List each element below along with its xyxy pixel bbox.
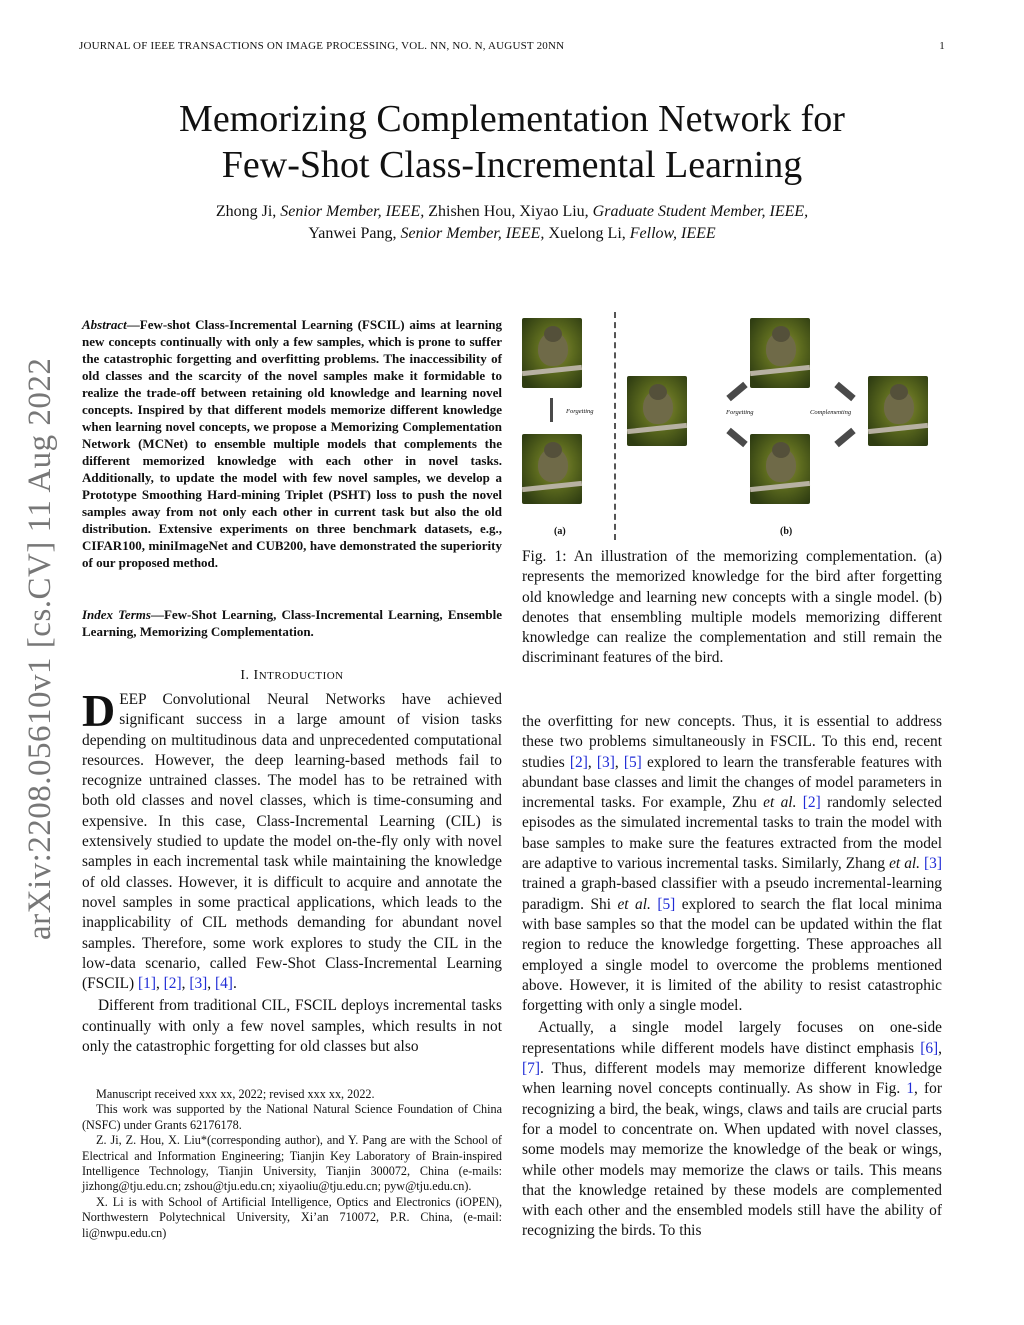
citation-link[interactable]: [5] xyxy=(623,753,642,771)
forgetting-label-b: Forgetting xyxy=(726,409,754,416)
author-line-1 xyxy=(0,201,1024,223)
journal-name: JOURNAL OF IEEE TRANSACTIONS ON IMAGE PROCESSING, VOL. NN, NO. N, AUGUST 20NN xyxy=(79,40,565,52)
author-line-2 xyxy=(0,223,1024,245)
citation-link[interactable]: [5] xyxy=(657,895,676,913)
figure-divider xyxy=(614,312,616,540)
page-number: 1 xyxy=(939,40,945,52)
right-paragraph-1: the overfitting for new concepts. Thus, it is essential to address these two problems simultaneously in FSCIL. To this end, recent studies [2], [3], [5] explored to learn the transferable features with abundant base classes and limit the changes of model parameters in incremental tasks. For example, Zhu et al. [2] randomly selected episodes as the simulated incremental tasks to train the model with base samples to make sure the features extracted from the model are adaptive to various incremental tasks. Similarly, Zhang et al. [3] trained a graph-based classifier with a pseudo incremental-learning paradigm. Shi et al. [5] explored to search the flat local minima with base samples so that the model can be updated within the flat region to reduce the knowledge forgetting. These approaches all employed a single model to overcome the problems mentioned above. However, it is limited of the ability to resist catastrophic forgetting with only a single model. xyxy=(522,713,942,1015)
arrow-icon xyxy=(834,428,855,448)
abstract xyxy=(82,316,502,571)
citation-link[interactable]: [3] xyxy=(596,753,615,771)
right-column-body xyxy=(522,712,942,1242)
intro-para1-citations xyxy=(138,975,237,992)
arxiv-stamp: arXiv:2208.05610v1 [cs.CV] 11 Aug 2022 xyxy=(22,357,58,940)
author-name: Zhishen Hou, Xiyao Liu, xyxy=(424,203,593,220)
footnote: This work was supported by the National Natural Science Foundation of China (NSFC) under Grants 62176178. xyxy=(82,1102,502,1132)
citation-link[interactable]: [3] xyxy=(189,975,208,993)
arrow-icon xyxy=(726,382,747,402)
author-membership: Graduate Student Member, IEEE, xyxy=(592,203,809,220)
section-number: I. xyxy=(240,668,250,683)
index-terms xyxy=(82,606,502,640)
citation-link[interactable]: [6] xyxy=(920,1039,939,1057)
footnotes xyxy=(82,1087,502,1241)
figure-reference-link[interactable]: 1 xyxy=(906,1080,915,1098)
citation-link[interactable]: [2] xyxy=(802,794,821,812)
author-list xyxy=(0,201,1024,245)
intro-paragraph-1 xyxy=(82,685,502,994)
introduction-body xyxy=(82,685,502,1057)
footnote: Manuscript received xxx xx, 2022; revised xxx xx, 2022. xyxy=(96,1087,375,1101)
figure-label-b: (b) xyxy=(780,526,793,537)
footnote: X. Li is with School of Artificial Intelligence, Optics and Electronics (iOPEN), Northwestern Polytechnical University, Xi’an 710072, P.R. China, (e-mail: li@nwpu.edu.cn) xyxy=(82,1194,502,1240)
citation-link[interactable]: [3] xyxy=(924,855,942,873)
right-paragraph-2: Actually, a single model largely focuses on one-side representations while different models have distinct emphasis [6], [7]. Thus, different models may memorize different knowledge when learning novel concepts continually. As show in Fig. 1, for recognizing a bird, the beak, wings, claws and tails are crucial parts for a model to concentrate on. When updated with novel classes, some models may memorize the knowledge of the beak or wings, while other models may memorize the claws or tails. This means that the knowledge retained by these models are complemented with each other and the ensembled models still have the ability of recognizing the birds. To this xyxy=(522,1019,942,1240)
bird-image xyxy=(522,434,582,504)
index-terms-label: Index Terms xyxy=(82,607,151,622)
figure-label-a: (a) xyxy=(554,526,566,537)
figure-1 xyxy=(522,312,942,542)
citation-link[interactable]: [7] xyxy=(522,1060,540,1078)
author-name: Yanwei Pang, xyxy=(308,225,401,242)
arrow-icon xyxy=(726,428,747,448)
citation-link[interactable]: [1] xyxy=(138,975,156,993)
paper-title xyxy=(0,96,1024,188)
author-membership: Senior Member, IEEE, xyxy=(280,203,425,220)
index-terms-text: —Few-Shot Learning, Class-Incremental Learning, Ensemble Learning, Memorizing Complementation. xyxy=(82,607,502,639)
bird-image xyxy=(627,376,687,446)
drop-cap: D xyxy=(82,685,116,736)
down-arrow-icon xyxy=(550,398,553,422)
bird-image xyxy=(750,318,810,388)
figure-caption: Fig. 1: An illustration of the memorizing complementation. (a) represents the memorized knowledge for the bird after forgetting old knowledge and learning new concepts with a single model. (b) denotes that ensembling multiple models memorizing different knowledge can realize the complementation and still remain the discriminant features of the bird. xyxy=(522,548,942,667)
complementing-label: Complementing xyxy=(810,409,852,416)
intro-paragraph-2: Different from traditional CIL, FSCIL deploys incremental tasks continually with only a few novel samples, which results in not only the catastrophic forgetting for old classes but also xyxy=(82,997,502,1056)
author-name: Xuelong Li, xyxy=(544,225,630,242)
abstract-text: —Few-shot Class-Incremental Learning (FSCIL) aims at learning new concepts continually with only a few samples, which is prone to suffer the catastrophic forgetting and overfitting problems. The inaccessibility of old classes and the scarcity of the novel samples make it formidable to realize the trade-off between retaining old knowledge and learning novel concepts. Inspired by that different models memorize different knowledge when learning novel concepts, we propose a Memorizing Complementation Network (MCNet) to ensemble multiple models that complements the different memorized knowledge with each other in novel tasks. Additionally, to update the model with few novel samples, we develop a Prototype Smoothing Hard-mining Triplet (PSHT) loss to push the novel samples away from not only each other in current task but also the old distribution. Extensive experiments on three benchmark datasets, e.g., CIFAR100, miniImageNet and CUB200, have demonstrated the superiority of our proposed method. xyxy=(82,317,502,570)
footnote: Z. Ji, Z. Hou, X. Liu*(corresponding author), and Y. Pang are with the School of Electrical and Information Engineering; Tianjin Key Laboratory of Brain-inspired Intelligence Technology, Tianjin University, Tianjin 300072, China (e-mails: jizhong@tju.edu.cn; zshou@tju.edu.cn; xiyaoliu@tju.edu.cn; pyw@tju.edu.cn). xyxy=(82,1133,502,1194)
abstract-label: Abstract xyxy=(82,317,127,332)
title-line-1: Memorizing Complementation Network for xyxy=(179,98,845,140)
arrow-icon xyxy=(834,382,855,402)
title-line-2: Few-Shot Class-Incremental Learning xyxy=(221,144,803,186)
author-membership: Senior Member, IEEE, xyxy=(400,225,545,242)
citation-separator: . xyxy=(232,975,237,993)
citation-link[interactable]: [2] xyxy=(163,975,182,993)
section-heading xyxy=(82,668,502,684)
author-name: Zhong Ji, xyxy=(215,203,281,220)
bird-image xyxy=(522,318,582,388)
citation-link[interactable]: [4] xyxy=(214,975,233,993)
citation-separator: , xyxy=(155,975,164,993)
citation-separator: , xyxy=(207,975,215,993)
citation-link[interactable]: [2] xyxy=(569,753,588,771)
bird-image xyxy=(868,376,928,446)
bird-image xyxy=(750,434,810,504)
intro-para1-text: EEP Convolutional Neural Networks have achieved significant success in a large amount of vision tasks depending on multitudinous data and unprecedented computational resources. However, the deep learning-based methods fail to recognize untrained classes. The model has to be retrained with both old classes and novel classes, which is time-consuming and expensive. In this case, Class-Incremental Learning (CIL) is extensively studied to update the model on-the-fly only with novel samples in each incremental task while maintaining the knowledge of old classes. However, it is difficult to acquire and annotate the novel samples in some practical applications, which leads to the inapplicability of CIL methods demanding for abundant novel samples. Therefore, some work explores to study the CIL in the low-data scenario, called Few-Shot Class-Incremental Learning (FSCIL) xyxy=(82,691,502,993)
citation-separator: , xyxy=(181,975,190,993)
author-membership: Fellow, IEEE xyxy=(629,225,716,242)
forgetting-label-a: Forgetting xyxy=(566,408,594,415)
running-header xyxy=(79,40,945,52)
section-title: INTRODUCTION xyxy=(253,668,344,683)
